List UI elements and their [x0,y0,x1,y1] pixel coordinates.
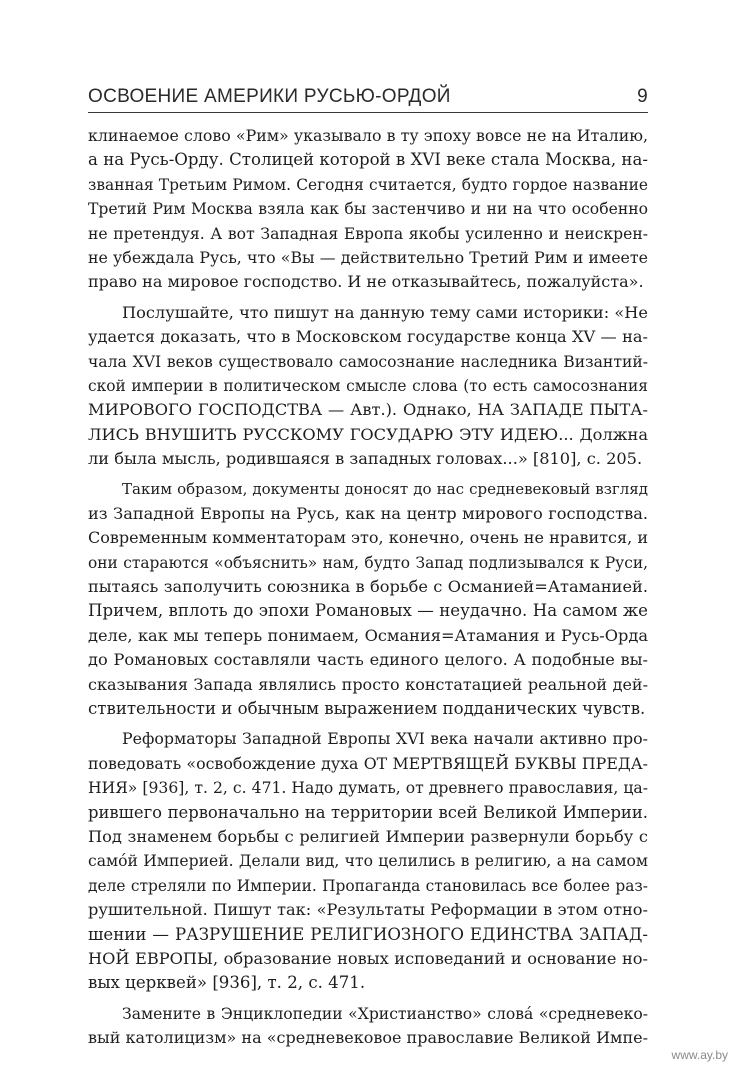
text-line: Третий Рим Москва взяла как бы застенчиво и ни на что особенно [88,200,648,219]
text-line: самóй Империей. Делали вид, что целились в религию, а на самом [88,852,648,871]
text-line: деле, как мы теперь понимаем, Османия=Атамания и Русь-Орда [88,625,648,645]
text-line: пытаясь заполучить союзника в борьбе с Османией=Атаманией. [88,577,648,597]
text-line: клинаемое слово «Рим» указывало в ту эпоху вовсе не на Италию, [88,126,648,145]
text-line: рушительной. Пишут так: «Результаты Реформации в этом отно- [88,900,648,920]
paragraph-5 [88,1002,648,1051]
paragraph-1 [88,124,648,295]
text-line: ской империи в политическом смысле слова (то есть самосознания [88,376,648,395]
text-line: Реформаторы Западной Европы XVI века начали активно про- [122,729,648,749]
running-title: ОСВОЕНИЕ АМЕРИКИ РУСЬЮ-ОРДОЙ [88,86,451,107]
text-line: ствительности и обычным выражением подданических чувств. [88,698,646,718]
text-line: НИЯ» [936], т. 2, с. 471. Надо думать, от древнего православия, ца- [88,779,648,798]
text-line: Замените в Энциклопедии «Христианство» словá «средневеко- [122,1004,648,1023]
text-line: МИРОВОГО ГОСПОДСТВА — Авт.). Однако, НА ЗАПАДЕ ПЫТА- [88,400,648,420]
text-line: поведовать «освобождение духа ОТ МЕРТВЯЩЕЙ БУКВЫ ПРЕДА- [88,753,648,773]
text-line: а на Русь-Орду. Столицей которой в XVI веке стала Москва, на- [88,150,648,170]
text-line: Причем, вплоть до эпохи Романовых — неудачно. На самом же [88,601,648,621]
text-line: они стараются «объяснить» нам, будто Запад подлизывался к Руси, [88,553,648,572]
text-line: удается доказать, что в Московском государстве конца XV — на- [88,327,648,347]
text-line: не убеждала Русь, что «Вы — действительно Третий Рим и имеете [88,247,648,267]
running-head [88,86,648,110]
text-line: чала XVI веков существовало самосознание наследника Византий- [88,352,648,371]
text-line: право на мировое господство. И не отказывайтесь, пожалуйста». [88,272,644,292]
body-text [88,124,648,1056]
text-line: из Западной Европы на Русь, как на центр мирового господства. [88,503,648,523]
text-line: до Романовых составляли часть единого целого. А подобные вы- [88,650,648,670]
watermark: www.ay.by [671,1048,728,1062]
text-line: деле стреляли по Империи. Пропаганда становилась все более раз- [88,876,648,895]
text-line: Современным комментаторам это, конечно, очень не нравится, и [88,528,648,548]
text-line: ли была мысль, родившаяся в западных головах...» [810], с. 205. [88,449,643,469]
paragraph-2 [88,301,648,472]
text-line: НОЙ ЕВРОПЫ, образование новых исповеданий и основание но- [88,948,648,968]
text-line: Под знаменем борьбы с религией Империи развернули борьбу с [88,826,648,846]
text-line: званная Третьим Римом. Сегодня считается, будто гордое название [88,175,648,194]
text-line: Таким образом, документы доносят до нас средневековый взгляд [122,480,648,499]
text-line: рившего первоначально на территории всей Великой Империи. [88,802,648,822]
text-line: ЛИСЬ ВНУШИТЬ РУССКОМУ ГОСУДАРЮ ЭТУ ИДЕЮ... Должна [88,424,648,444]
text-line: шении — РАЗРУШЕНИЕ РЕЛИГИОЗНОГО ЕДИНСТВА ЗАПАД- [88,924,648,944]
text-line: сказывания Запада являлись просто констатацией реальной дей- [88,674,648,694]
paragraph-4 [88,727,648,995]
text-line: вых церквей» [936], т. 2, с. 471. [88,973,366,993]
text-line: не претендуя. А вот Западная Европа якобы усиленно и неискрен- [88,224,648,243]
page-number: 9 [637,86,648,107]
header-rule [88,112,648,113]
text-line: вый католицизм» на «средневековое православие Великой Импе- [88,1028,648,1048]
paragraph-3 [88,477,648,721]
text-line: Послушайте, что пишут на данную тему сами историки: «Не [122,302,648,322]
